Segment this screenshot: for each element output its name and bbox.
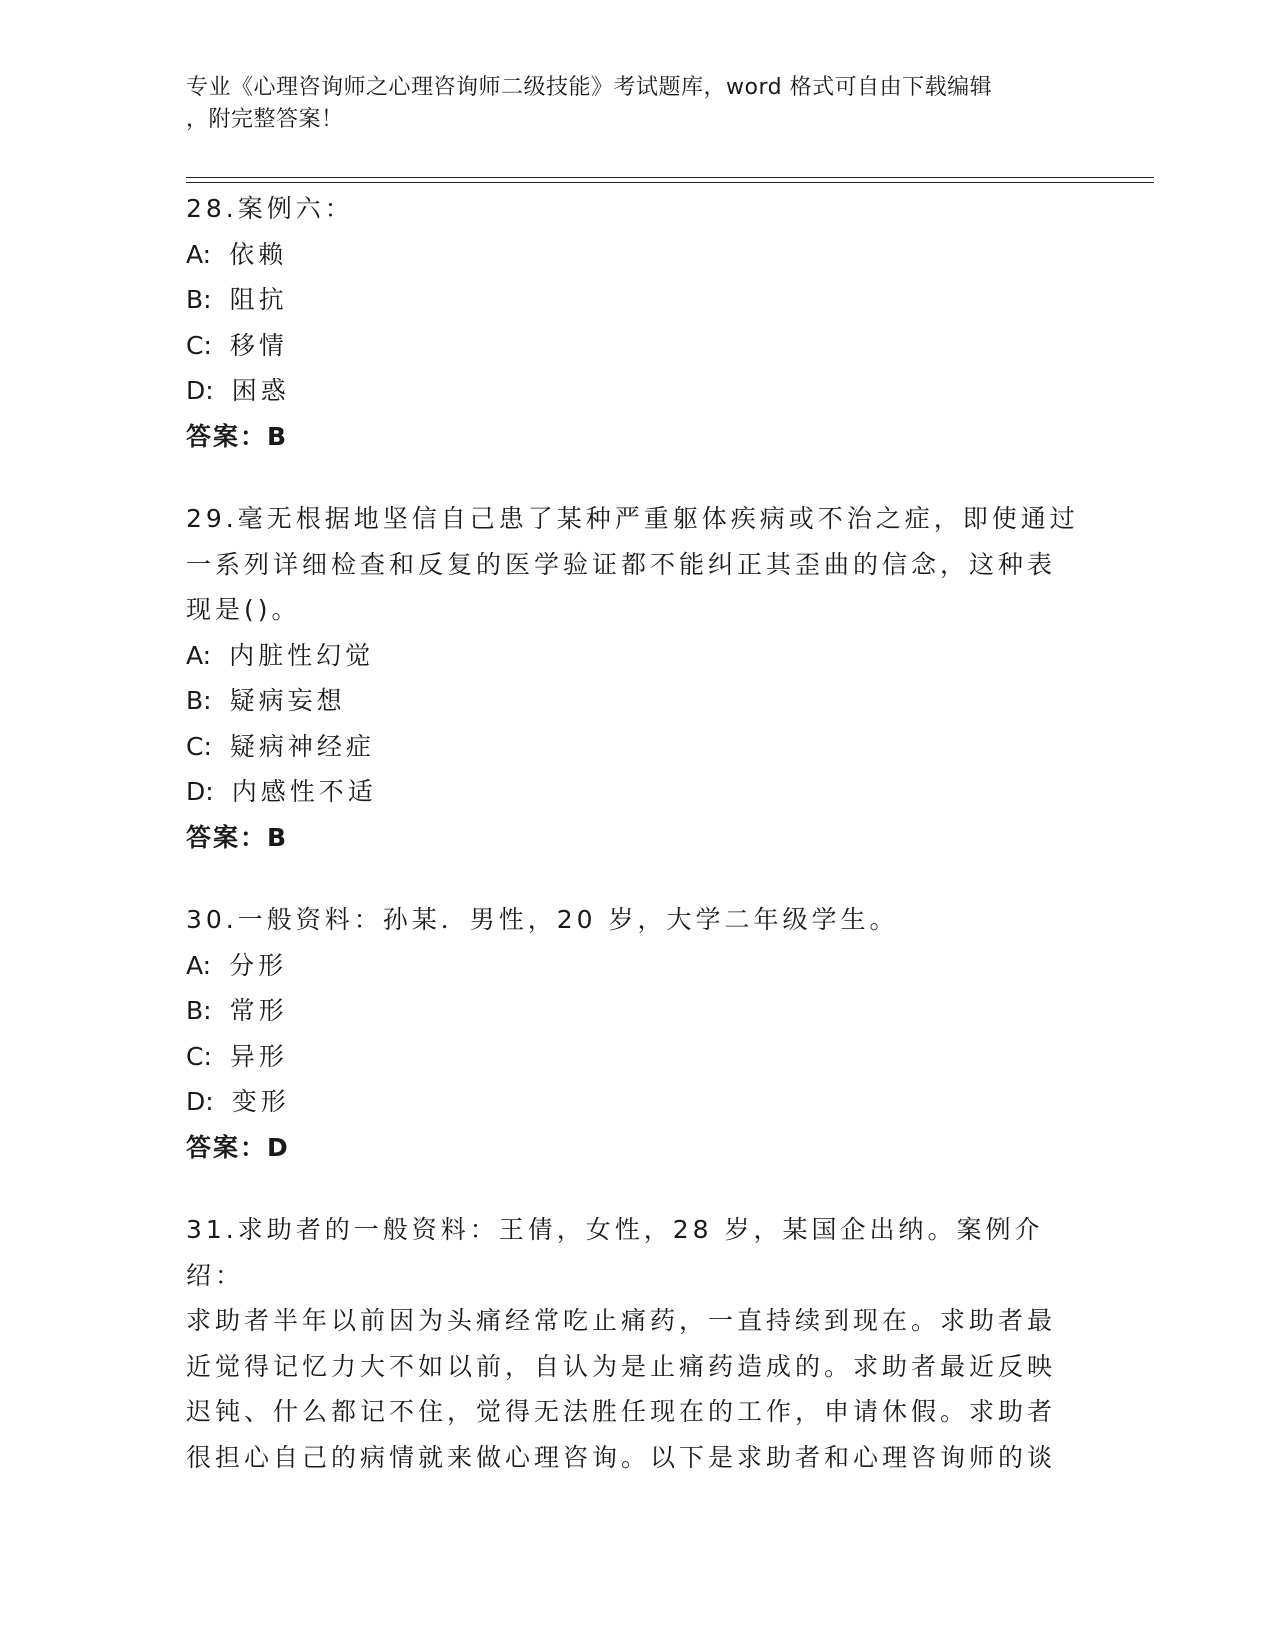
option-c (186, 1034, 1086, 1080)
option-letter: B: (186, 996, 212, 1025)
option-letter: D: (186, 1087, 214, 1116)
header-line-1: 专业《心理咨询师之心理咨询师二级技能》考试题库，word 格式可自由下载编辑 (186, 75, 993, 100)
stem-line: 很担心自己的病情就来做心理咨询。以下是求助者和心理咨询师的谈 (186, 1442, 1057, 1472)
question-stem (186, 496, 1086, 633)
option-text: 分形 (229, 950, 288, 980)
document-header (186, 72, 1066, 136)
option-text: 依赖 (229, 239, 288, 269)
option-letter: B: (186, 285, 212, 314)
stem-line: 近觉得记忆力大不如以前，自认为是止痛药造成的。求助者最近反映 (186, 1351, 1057, 1381)
option-text: 困惑 (231, 376, 290, 405)
option-letter: C: (186, 731, 212, 761)
stem-line: 现是()。 (186, 595, 301, 624)
option-text: 内感性不适 (231, 777, 377, 806)
option-b (186, 988, 1086, 1034)
option-letter: A: (186, 239, 212, 269)
option-d (186, 769, 1086, 815)
option-b (186, 678, 1086, 724)
option-a (186, 633, 1086, 679)
option-text: 疑病妄想 (229, 686, 346, 715)
option-a (186, 943, 1086, 989)
option-b (186, 277, 1086, 323)
header-divider-bottom (186, 182, 1154, 183)
question-31 (186, 1207, 1086, 1480)
question-28 (186, 186, 1086, 459)
option-c (186, 323, 1086, 369)
option-letter: A: (186, 950, 212, 980)
stem-line: 求助者半年以前因为头痛经常吃止痛药，一直持续到现在。求助者最 (186, 1306, 1057, 1335)
option-text: 移情 (229, 330, 288, 360)
question-list (186, 186, 1086, 1517)
option-text: 异形 (229, 1041, 288, 1071)
question-stem: 30.一般资料：孙某．男性，20 岁，大学二年级学生。 (186, 905, 899, 934)
option-text: 疑病神经症 (229, 731, 375, 761)
option-letter: A: (186, 640, 212, 670)
header-line-2: ，附完整答案！ (186, 107, 344, 132)
option-letter: D: (186, 376, 214, 405)
option-a (186, 232, 1086, 278)
option-d (186, 368, 1086, 414)
stem-line: 一系列详细检查和反复的医学验证都不能纠正其歪曲的信念，这种表 (186, 549, 1057, 579)
stem-line: 迟钝、什么都记不住，觉得无法胜任现在的工作，申请休假。求助者 (186, 1397, 1057, 1426)
option-text: 内脏性幻觉 (229, 640, 375, 670)
option-text: 常形 (229, 996, 288, 1025)
question-30 (186, 897, 1086, 1170)
option-c (186, 724, 1086, 770)
option-letter: C: (186, 1041, 212, 1071)
stem-line: 31.求助者的一般资料：王倩，女性，28 岁，某国企出纳。案例介绍： (186, 1215, 1044, 1290)
question-stem: 28.案例六： (186, 194, 354, 223)
option-d (186, 1079, 1086, 1125)
option-text: 变形 (231, 1087, 290, 1116)
question-29 (186, 496, 1086, 860)
header-divider-top (186, 177, 1154, 178)
option-text: 阻抗 (229, 285, 288, 314)
answer-line: 答案：D (186, 1132, 290, 1162)
option-letter: B: (186, 686, 212, 715)
option-letter: D: (186, 777, 214, 806)
answer-line: 答案：B (186, 822, 289, 852)
question-stem (186, 1207, 1086, 1480)
stem-line: 29.毫无根据地坚信自己患了某种严重躯体疾病或不治之症，即使通过 (186, 504, 1079, 533)
option-letter: C: (186, 330, 212, 360)
answer-line: 答案：B (186, 421, 289, 451)
